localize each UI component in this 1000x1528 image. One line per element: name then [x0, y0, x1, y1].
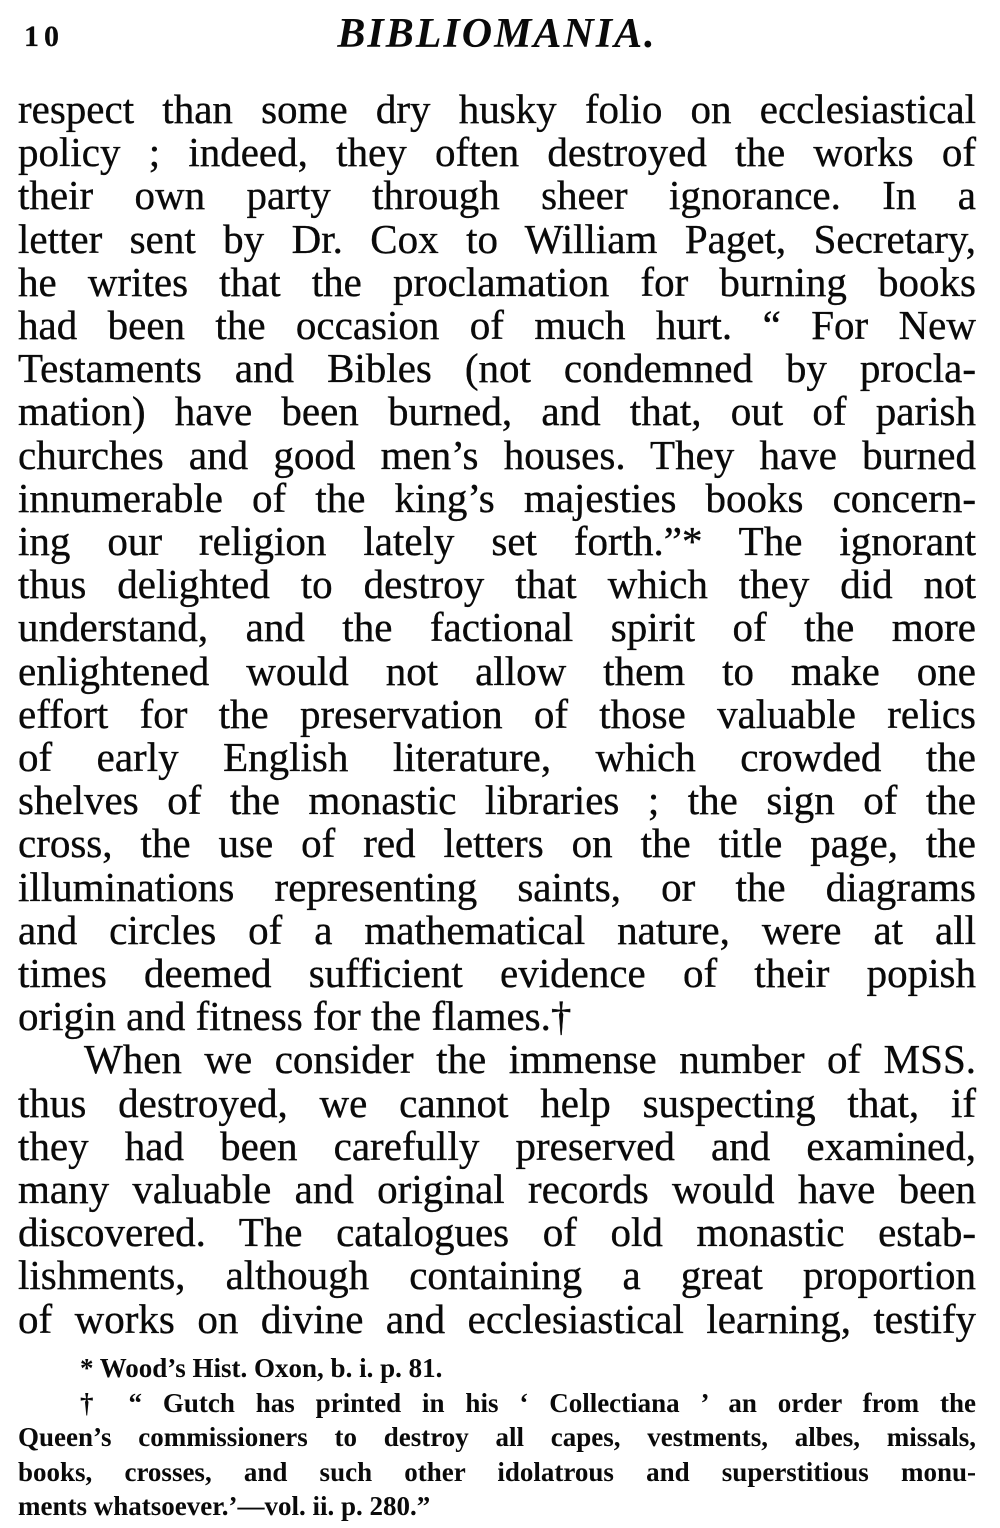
text-line: innumerable of the king’s majesties books concern- [18, 474, 976, 521]
text-line: churches and good men’s houses. They have burned [18, 431, 976, 478]
footnote-line: * Wood’s Hist. Oxon, b. i. p. 81. [80, 1353, 443, 1383]
text-line: respect than some dry husky folio on ecclesiastical [18, 86, 976, 132]
text-line: thus delighted to destroy that which they did not [18, 561, 976, 608]
text-line: letter sent by Dr. Cox to William Paget, Secretary, [18, 215, 976, 262]
footnotes [18, 1351, 976, 1524]
text-line: ing our religion lately set forth.”* The ignorant [18, 518, 976, 565]
footnote-line: ments whatsoever.’—vol. ii. p. 280.” [18, 1491, 431, 1521]
page-header [18, 0, 976, 70]
text-line: mation) have been burned, and that, out of parish [18, 388, 976, 435]
text-line: lishments, although containing a great proportion [18, 1252, 976, 1299]
text-line: enlightened would not allow them to make one [18, 647, 976, 694]
footnote-line: books, crosses, and such other idolatrous and superstitious monu- [18, 1456, 976, 1487]
text-line: effort for the preservation of those valuable relics [18, 690, 976, 737]
text-line: times deemed sufficient evidence of their popish [18, 950, 976, 997]
text-line: cross, the use of red letters on the title page, the [18, 820, 976, 867]
text-line: understand, and the factional spirit of the more [18, 604, 976, 651]
text-line: policy ; indeed, they often destroyed the works of [18, 129, 976, 176]
body-text [18, 88, 976, 1341]
text-line: origin and fitness for the flames.† [18, 993, 572, 1040]
text-line: their own party through sheer ignorance. In a [18, 172, 976, 219]
text-line: they had been carefully preserved and examined, [18, 1122, 976, 1169]
text-line: discovered. The catalogues of old monastic estab- [18, 1209, 976, 1256]
page-number: 10 [24, 20, 64, 53]
text-line: thus destroyed, we cannot help suspecting that, if [18, 1079, 976, 1126]
text-line: of works on divine and ecclesiastical learning, testify [18, 1295, 976, 1342]
footnote-line: Queen’s commissioners to destroy all capes, vestments, albes, missals, [18, 1422, 976, 1452]
text-line: and circles of a mathematical nature, were at all [18, 906, 976, 953]
text-line: shelves of the monastic libraries ; the sign of the [18, 777, 976, 824]
paragraph-2 [18, 1038, 976, 1340]
text-line: When we consider the immense number of MSS. [84, 1036, 976, 1083]
text-line: Testaments and Bibles (not condemned by procla- [18, 345, 976, 392]
footnote-line: † “ Gutch has printed in his ‘ Collectiana ’ an order from the [80, 1387, 976, 1418]
paragraph-1 [18, 88, 976, 1038]
text-line: illuminations representing saints, or the diagrams [18, 863, 976, 910]
text-line: he writes that the proclamation for burning books [18, 258, 976, 305]
running-title: BIBLIOMANIA. [337, 11, 657, 57]
text-line: had been the occasion of much hurt. “ For New [18, 302, 976, 349]
text-line: of early English literature, which crowded the [18, 734, 976, 781]
text-line: many valuable and original records would have been [18, 1166, 976, 1213]
